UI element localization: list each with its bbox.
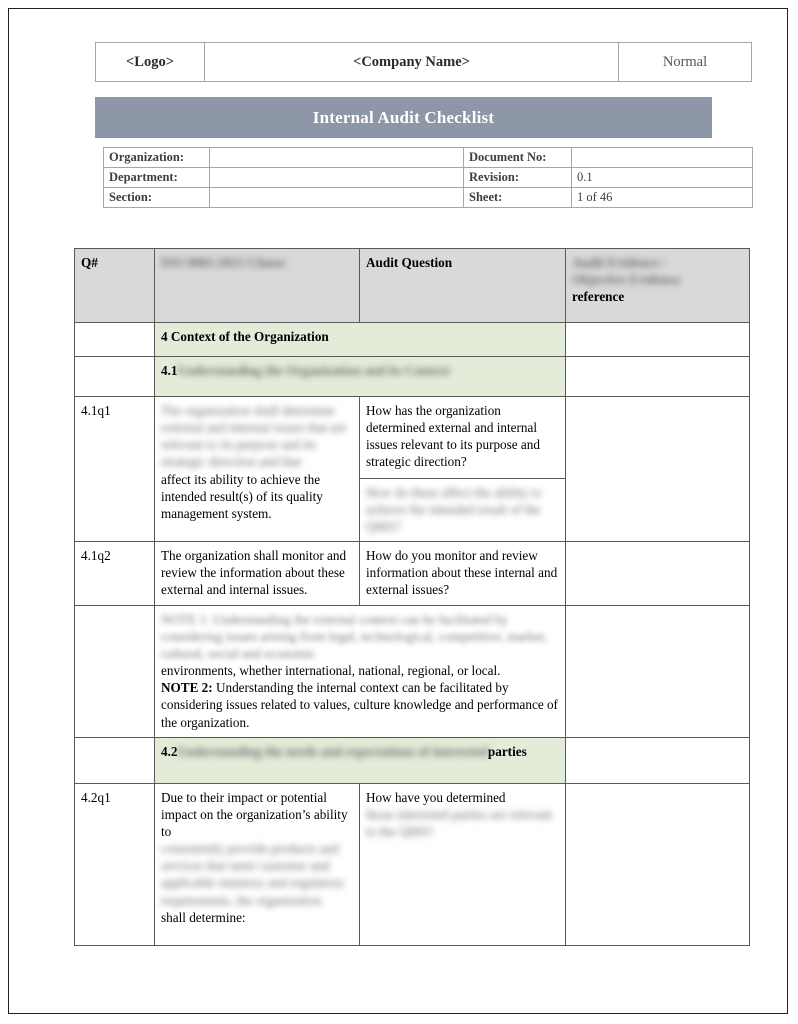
section-4-1-q <box>75 357 155 397</box>
row-4-1q1-evidence[interactable] <box>566 397 750 542</box>
meta-value-document-no[interactable] <box>572 148 753 168</box>
section-4-1-title <box>155 357 566 397</box>
row-notes-evidence[interactable] <box>566 605 750 737</box>
meta-row <box>104 188 753 208</box>
row-4-2q1-requirement-blurred: consistently provide products and services that meet customer and applicable statutory and regulatory requirements, the organization <box>161 841 345 908</box>
row-notes-content <box>155 605 566 737</box>
meta-value-department[interactable] <box>210 168 464 188</box>
column-header-evidence-line2: Objective Evidence <box>572 272 681 288</box>
row-notes-note2-text: Understanding the internal context can be facilitated by considering issues related to values, culture knowledge and performance of the organization. <box>161 680 558 730</box>
meta-label-section: Section: <box>104 188 210 208</box>
section-4-2-text: Understanding the needs and expectations of interested <box>177 743 488 759</box>
audit-checklist-table <box>74 248 750 946</box>
header-row <box>96 43 752 82</box>
section-4-1-number: 4.1 <box>161 363 178 378</box>
table-row-4-1q2 <box>75 542 750 605</box>
row-notes-note1-blurred: NOTE 1: Understanding the external context can be facilitated by considering issues arising from legal, technological, competitive, market, cultural, social and economic <box>161 611 548 661</box>
meta-label-sheet: Sheet: <box>464 188 572 208</box>
meta-value-sheet[interactable]: 1 of 46 <box>572 188 753 208</box>
row-4-2q1-question-number: 4.2q1 <box>75 783 155 945</box>
row-notes-note2-label: NOTE 2: <box>161 680 213 696</box>
row-4-1q1-requirement <box>155 397 360 542</box>
meta-label-document-no: Document No: <box>464 148 572 168</box>
meta-value-section[interactable] <box>210 188 464 208</box>
column-header-clause-text: ISO 9001:2015 Clause <box>161 255 286 270</box>
section-4-2-q <box>75 737 155 783</box>
row-4-1q1-question-number: 4.1q1 <box>75 397 155 542</box>
row-4-1q2-evidence[interactable] <box>566 542 750 605</box>
section-4-evidence[interactable] <box>566 323 750 357</box>
page-title: Internal Audit Checklist <box>312 107 495 127</box>
document-page <box>8 8 788 1014</box>
row-4-1q1-requirement-visible: affect its ability to achieve the intended result(s) of its quality management system. <box>161 471 323 521</box>
column-header-evidence <box>566 249 750 323</box>
section-4-1-evidence[interactable] <box>566 357 750 397</box>
meta-value-revision[interactable]: 0.1 <box>572 168 753 188</box>
column-header-evidence-line1: Audit Evidence / <box>572 255 666 270</box>
column-header-audit-question: Audit Question <box>360 249 566 323</box>
row-4-2q1-requirement-head: Due to their impact or potential impact on the organization’s ability to <box>161 789 348 839</box>
row-4-1q1-requirement-blurred: The organization shall determine external and internal issues that are relevant to its purpose and its strategic direction and that <box>161 403 347 470</box>
document-meta-table <box>103 147 753 208</box>
row-4-2q1-audit-question-blurred: those interested parties are relevant to the QMS? <box>366 806 553 839</box>
row-4-1q2-audit-question: How do you monitor and review information about these internal and external issues? <box>360 542 566 605</box>
document-header-table <box>95 42 752 82</box>
table-row-section-4-1 <box>75 357 750 397</box>
row-4-2q1-evidence[interactable] <box>566 783 750 945</box>
meta-label-department: Department: <box>104 168 210 188</box>
checklist-header-row <box>75 249 750 323</box>
meta-value-organization[interactable] <box>210 148 464 168</box>
row-4-1q1-audit-question <box>360 397 566 542</box>
table-row-notes <box>75 605 750 737</box>
section-4-2-tail: parties <box>487 743 527 759</box>
document-title-banner <box>95 97 712 138</box>
section-4-1-text: Understanding the Organization and its Context <box>177 363 450 378</box>
column-header-clause <box>155 249 360 323</box>
row-4-1q1-audit-question-blurred-wrap <box>360 479 565 541</box>
company-name-cell: <Company Name> <box>205 43 619 82</box>
table-row-4-1q1 <box>75 397 750 542</box>
section-4-2-title <box>155 737 566 783</box>
meta-row <box>104 148 753 168</box>
section-4-title: 4 Context of the Organization <box>155 323 566 357</box>
table-row-4-2q1 <box>75 783 750 945</box>
section-4-2-number: 4.2 <box>161 743 178 759</box>
meta-label-organization: Organization: <box>104 148 210 168</box>
column-header-question-number: Q# <box>75 249 155 323</box>
row-4-2q1-audit-question-head: How have you determined <box>366 789 506 805</box>
row-4-1q2-requirement: The organization shall monitor and review the information about these external and internal issues. <box>155 542 360 605</box>
column-header-evidence-line3: reference <box>572 289 625 305</box>
section-4-2-evidence[interactable] <box>566 737 750 783</box>
table-row-section-4-2 <box>75 737 750 783</box>
row-4-2q1-audit-question <box>360 783 566 945</box>
table-row-section-4 <box>75 323 750 357</box>
document-status-cell: Normal <box>619 43 752 82</box>
row-notes-question-number <box>75 605 155 737</box>
logo-placeholder-cell: <Logo> <box>96 43 205 82</box>
row-4-2q1-requirement-tail: shall determine: <box>161 909 246 925</box>
meta-row <box>104 168 753 188</box>
meta-label-revision: Revision: <box>464 168 572 188</box>
row-4-1q2-question-number: 4.1q2 <box>75 542 155 605</box>
row-4-1q1-audit-question-visible: How has the organization determined external and internal issues relevant to its purpose and strategic direction? <box>360 397 565 479</box>
row-4-2q1-requirement <box>155 783 360 945</box>
row-notes-note1-tail: environments, whether international, national, regional, or local. <box>161 663 501 679</box>
section-4-q <box>75 323 155 357</box>
row-4-1q1-audit-question-blurred: How do these affect the ability to achieve the intended result of the QMS? <box>366 484 542 534</box>
